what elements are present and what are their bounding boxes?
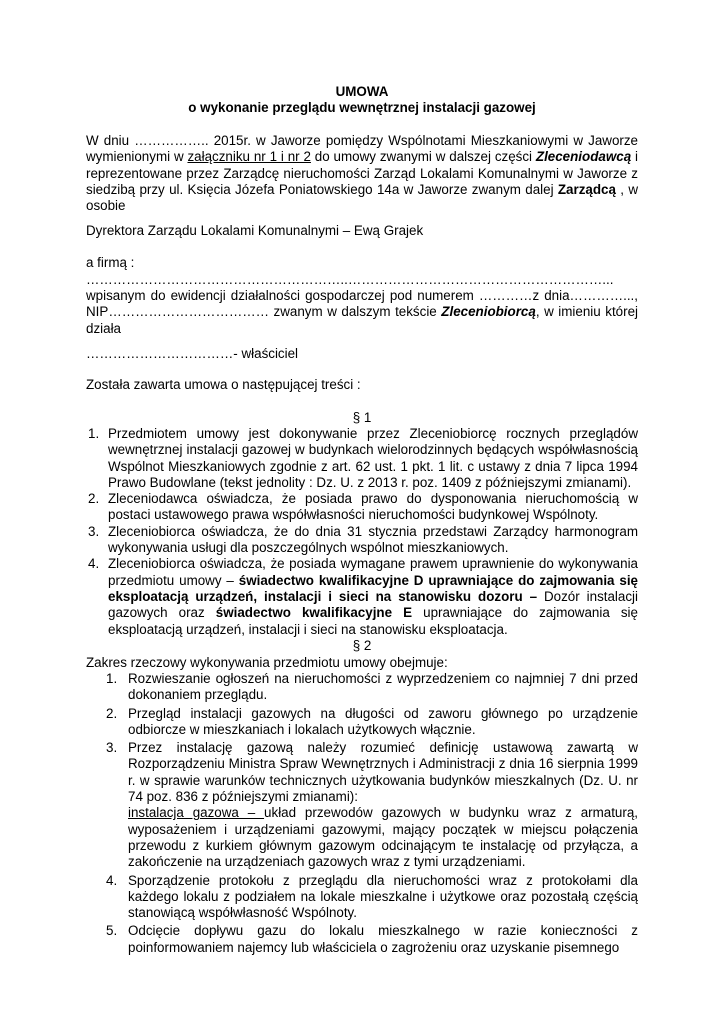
- owner-line: ……………………………- właściciel: [86, 346, 299, 361]
- intro-paragraph: W dniu …………….. 2015r. w Jaworze pomiędzy Wspólnotami Mieszkaniowymi w Jaworze wymienionymi w załączniku nr 1 i nr 2 do umowy zwanymi w dalszej części Zleceniodawcą i reprezentowane przez Zarządcę nieruchomości Zarząd Lokalami Komunalnymi w Jaworze z siedzibą przy ul. Księcia Józefa Poniatowskiego 14a w Jaworze zwanym dalej Zarządcą , w osobie: [86, 133, 638, 214]
- document-subtitle: o wykonanie przeglądu wewnętrznej instalacji gazowej: [188, 100, 536, 115]
- document-title: UMOWA: [335, 84, 389, 99]
- section-2-heading: § 2: [352, 638, 372, 653]
- list-item: 2. Zleceniodawca oświadcza, że posiada prawo do dysponowania nieruchomością w postaci ustawowego prawa współwłasności nieruchomości budynkowej Wspólnoty.: [88, 491, 638, 523]
- role-zleceniobiorca: Zleceniobiorcą: [441, 304, 536, 320]
- list-item: 1. Rozwieszanie ogłoszeń na nieruchomości z wyprzedzeniem co najmniej 7 dni przed dokonaniem przeglądu.: [106, 671, 638, 703]
- concluded-line: Została zawarta umowa o następującej treści :: [86, 377, 361, 392]
- role-zarzadca: Zarządcą: [557, 181, 616, 197]
- firm-label: a firmą :: [86, 255, 135, 270]
- firm-name-blank: …………………………………………………..…………………………………………………...: [86, 272, 614, 287]
- firm-paragraph: wpisanym do ewidencji działalności gospodarczej pod numerem …………z dnia…………..., NIP……………………………… zwanym w dalszym tekście Zleceniobiorcą, w imieniu której działa: [86, 288, 638, 336]
- list-item: 4. Sporządzenie protokołu z przeglądu dla nieruchomości wraz z protokołami dla każdego lokalu z podziałem na lokale mieszkalne i użytkowe oraz pozostałą częścią stanowiącą współwłasność Wspólnoty.: [106, 872, 638, 921]
- section-1: [86, 426, 638, 638]
- section-2: [86, 671, 638, 958]
- list-item: 4. Zleceniobiorca oświadcza, że posiada wymagane prawem uprawnienie do wykonywania przedmiotu umowy – świadectwo kwalifikacyjne D uprawniające do zajmowania się eksploatacją urządzeń, instalacji i sieci na stanowisku dozoru – Dozór instalacji gazowych oraz świadectwo kwalifikacyjne E uprawniające do zajmowania się eksploatacją urządzeń, instalacji i sieci na stanowisku eksploatacja.: [88, 556, 639, 637]
- list-item: 2. Przegląd instalacji gazowych na długości od zaworu głównego po urządzenie odbiorcze w mieszkaniach i lokalach użytkowych włącznie.: [106, 705, 638, 737]
- section-2-lead: Zakres rzeczowy wykonywania przedmiotu umowy obejmuje:: [86, 655, 448, 670]
- role-zleceniodawca: Zleceniodawcą: [535, 149, 632, 165]
- list-item: 5. Odcięcie dopływu gazu do lokalu mieszkalnego w razie konieczności z poinformowaniem najemcy lub właściciela o zagrożeniu oraz uzyskanie pisemnego: [106, 923, 638, 955]
- director-line: Dyrektora Zarządu Lokalami Komunalnymi – Ewą Grajek: [86, 223, 424, 238]
- list-item: 1. Przedmiotem umowy jest dokonywanie przez Zleceniobiorcę rocznych przeglądów wewnętrznej instalacji gazowej w budynkach wielorodzinnych będących współwłasnością Wspólnot Mieszkaniowych zgodnie z art. 62 ust. 1 pkt. 1 lit. c ustawy z dnia 7 lipca 1994 Prawo Budowlane (tekst jednolity : Dz. U. z 2013 r. poz. 1409 z późniejszymi zmianami).: [88, 426, 638, 490]
- definition-term: instalacja gazowa –: [128, 805, 265, 821]
- list-item: 3. Zleceniobiorca oświadcza, że do dnia 31 stycznia przedstawi Zarządcy harmonogram wykonywania usługi dla poszczególnych wspólnot mieszkaniowych.: [88, 523, 638, 556]
- section-1-heading: § 1: [352, 410, 372, 425]
- list-item: 3. Przez instalację gazową należy rozumieć definicję ustawową zawartą w Rozporządzeniu Ministra Spraw Wewnętrznych i Administracji z dnia 16 sierpnia 1999 r. w sprawie warunków technicznych użytkowania budynków mieszkalnych (Dz. U. nr 74 poz. 836 z późniejszymi zmianami): instalacja gazowa – układ przewodów gazowych w budynku wraz z armaturą, wyposażeniem i urządzeniami gazowymi, mający początek w miejscu połączenia przewodu z kurkiem głównym gazowym odcinającym te instalację od przyłącza, a zakończenie na urządzeniach gazowych wraz z tymi urządzeniami.: [106, 740, 638, 870]
- attachment-reference: załączniku nr 1 i nr 2: [187, 149, 311, 165]
